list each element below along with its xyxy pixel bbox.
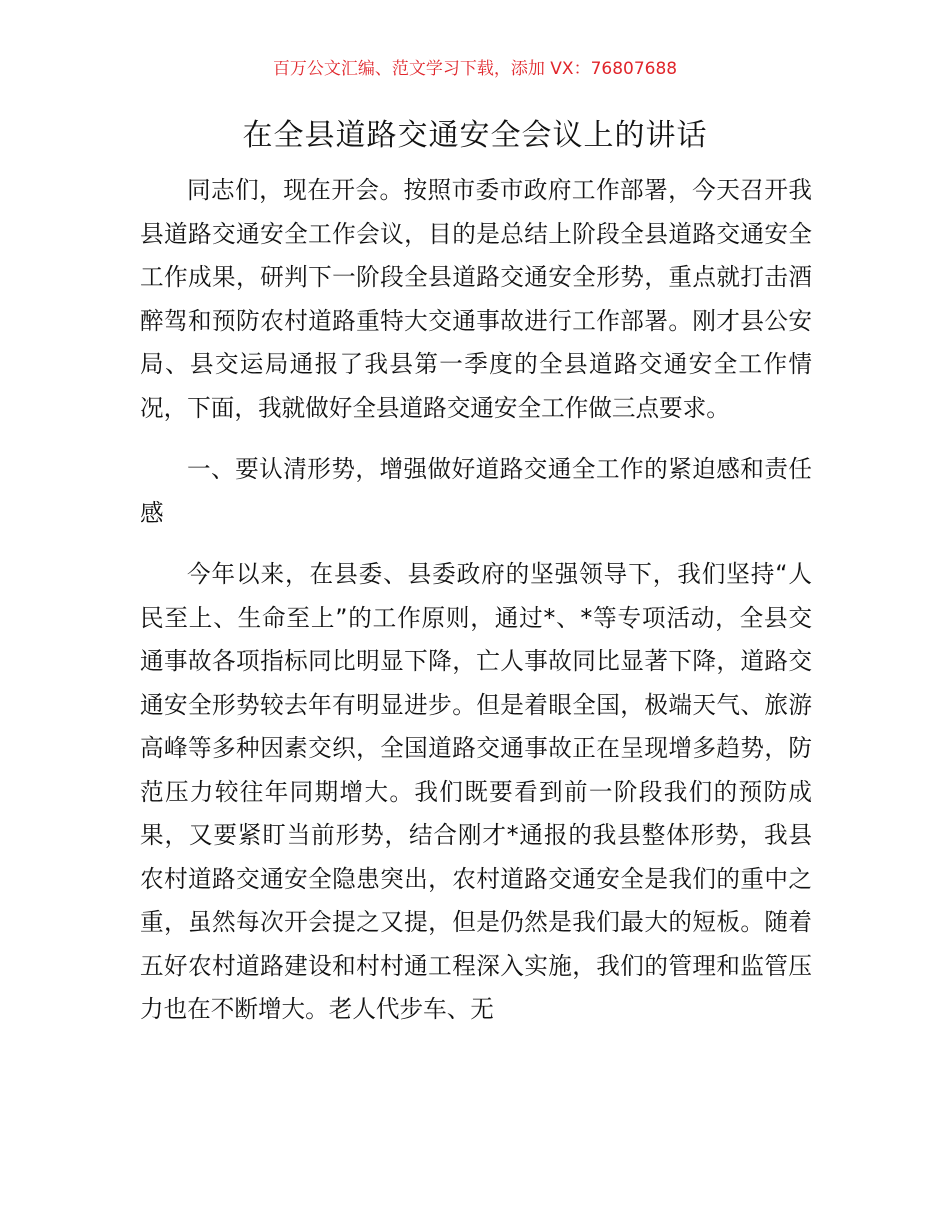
page-title: 在全县道路交通安全会议上的讲话: [242, 118, 708, 153]
paragraph-situation: 今年以来，在县委、县委政府的坚强领导下，我们坚持“人民至上、生命至上”的工作原则，通过*、*等专项活动，全县交通事故各项指标同比明显下降，亡人事故同比显著下降，道路交通安全形势较去年有明显进步。但是着眼全国，极端天气、旅游高峰等多种因素交织，全国道路交通事故正在呈现增多趋势，防范压力较往年同期增大。我们既要看到前一阶段我们的预防成果，又要紧盯当前形势，结合刚才*通报的我县整体形势，我县农村道路交通安全隐患突出，农村道路交通安全是我们的重中之重，虽然每次开会提之又提，但是仍然是我们最大的短板。随着五好农村道路建设和村村通工程深入实施，我们的管理和监管压力也在不断增大。老人代步车、无: [140, 560, 812, 1023]
section-heading-1: 一、要认清形势，增强做好道路交通全工作的紧迫感和责任感: [140, 455, 812, 527]
promo-banner: 百万公文汇编、范文学习下载，添加 VX：76807688: [272, 59, 678, 79]
document-body: [140, 169, 812, 1032]
paragraph-opening: 同志们，现在开会。按照市委市政府工作部署，今天召开我县道路交通安全工作会议，目的是总结上阶段全县道路交通安全工作成果，研判下一阶段全县道路交通安全形势，重点就打击酒醉驾和预防农村道路重特大交通事故进行工作部署。刚才县公安局、县交运局通报了我县第一季度的全县道路交通安全工作情况，下面，我就做好全县道路交通安全工作做三点要求。: [140, 176, 812, 422]
